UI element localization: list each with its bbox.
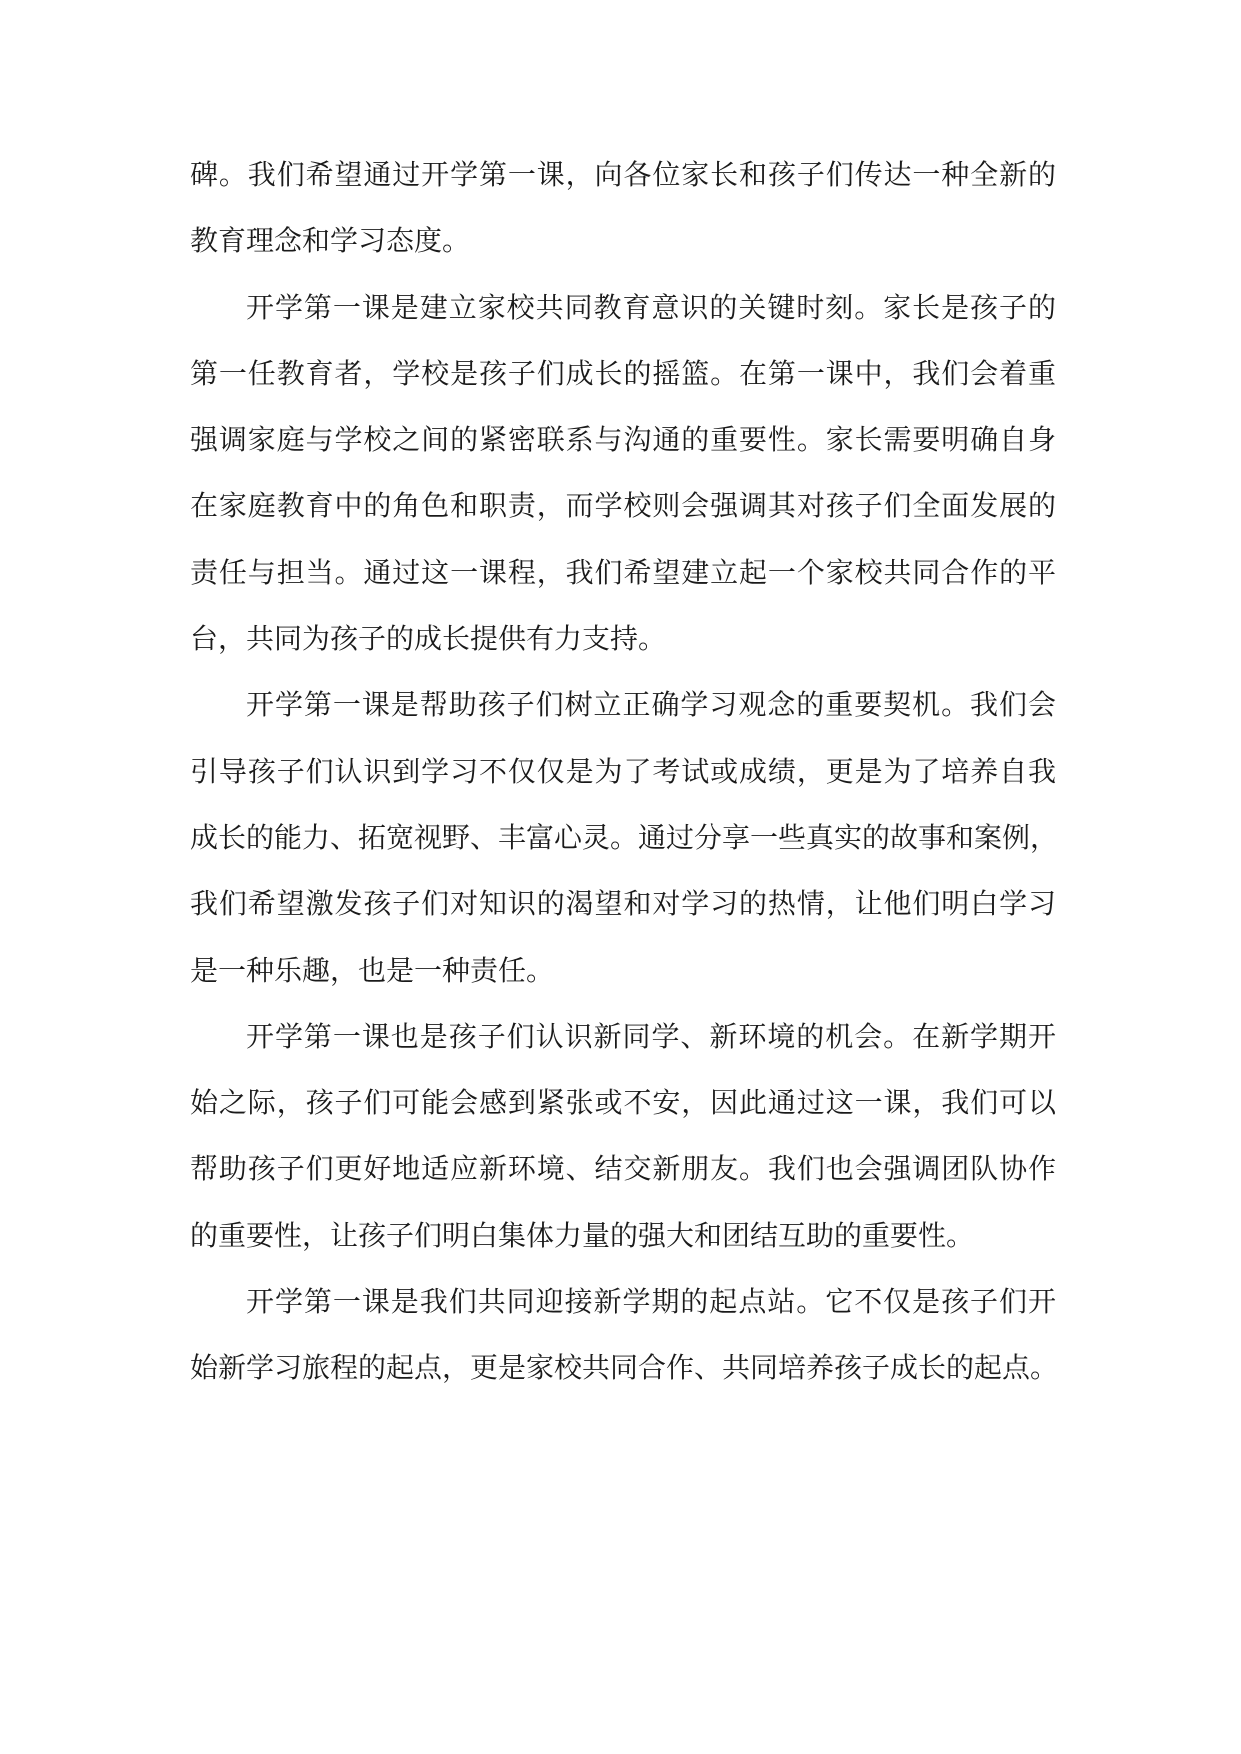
text-line: 教育理念和学习态度。 xyxy=(190,224,471,258)
text-line: 是一种乐趣，也是一种责任。 xyxy=(190,953,555,987)
text-line: 开学第一课也是孩子们认识新同学、新环境的机会。在新学期开 xyxy=(246,1019,1056,1053)
paragraph-2 xyxy=(190,275,1056,673)
text-line: 强调家庭与学校之间的紧密联系与沟通的重要性。家长需要明确自身 xyxy=(190,423,1056,457)
text-line: 碑。我们希望通过开学第一课，向各位家长和孩子们传达一种全新的 xyxy=(190,158,1056,191)
text-line: 始之际，孩子们可能会感到紧张或不安，因此通过这一课，我们可以 xyxy=(190,1086,1056,1120)
text-line: 开学第一课是我们共同迎接新学期的起点站。它不仅是孩子们开 xyxy=(246,1285,1056,1319)
paragraph-1 xyxy=(190,142,1056,275)
text-line: 开学第一课是建立家校共同教育意识的关键时刻。家长是孩子的 xyxy=(246,290,1056,324)
text-line: 责任与担当。通过这一课程，我们希望建立起一个家校共同合作的平 xyxy=(190,555,1056,589)
paragraph-5 xyxy=(190,1269,1059,1402)
document-body xyxy=(190,142,1059,1402)
text-line: 成长的能力、拓宽视野、丰富心灵。通过分享一些真实的故事和案例， xyxy=(190,820,1059,854)
text-line: 我们希望激发孩子们对知识的渴望和对学习的热情，让他们明白学习 xyxy=(190,887,1056,921)
text-line: 在家庭教育中的角色和职责，而学校则会强调其对孩子们全面发展的 xyxy=(190,489,1056,523)
text-line: 台，共同为孩子的成长提供有力支持。 xyxy=(190,622,667,656)
text-line: 第一任教育者，学校是孩子们成长的摇篮。在第一课中，我们会着重 xyxy=(190,356,1056,390)
text-line: 引导孩子们认识到学习不仅仅是为了考试或成绩，更是为了培养自我 xyxy=(190,754,1056,788)
text-line: 始新学习旅程的起点，更是家校共同合作、共同培养孩子成长的起点。 xyxy=(190,1351,1059,1385)
text-line: 开学第一课是帮助孩子们树立正确学习观念的重要契机。我们会 xyxy=(246,688,1056,722)
text-line: 帮助孩子们更好地适应新环境、结交新朋友。我们也会强调团队协作 xyxy=(190,1152,1056,1186)
paragraph-4 xyxy=(190,1004,1056,1269)
paragraph-3 xyxy=(190,672,1059,1003)
text-line: 的重要性，让孩子们明白集体力量的强大和团结互助的重要性。 xyxy=(190,1218,975,1252)
